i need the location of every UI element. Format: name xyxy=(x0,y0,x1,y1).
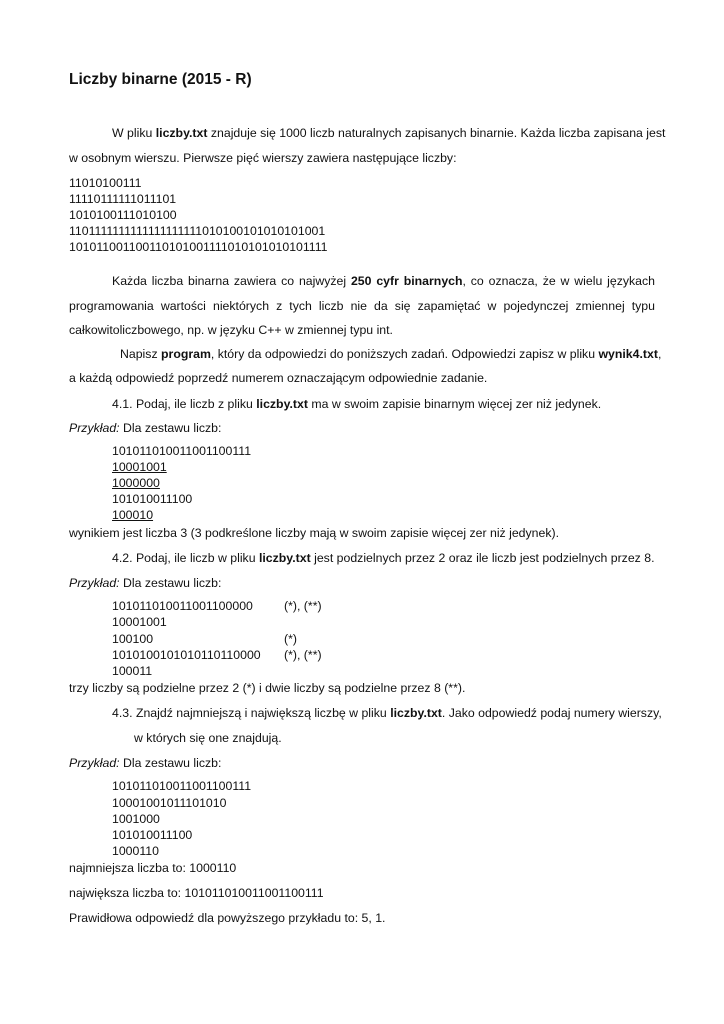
intro-line-2: w osobnym wierszu. Pierwsze pięć wierszy zawiera następujące liczby: xyxy=(69,151,457,165)
intro-text: znajduje się 1000 liczb naturalnych zapisanych binarnie. Każda liczba zapisana jest xyxy=(207,126,666,140)
list-item: 1000110 xyxy=(112,844,159,858)
divisibility-mark: (*), (**) xyxy=(284,648,322,662)
underlined-number: 100010 xyxy=(112,508,154,522)
list-item: 101011010011001100000 xyxy=(112,599,253,613)
list-item xyxy=(112,475,160,491)
text: , xyxy=(657,347,662,361)
task-4-3-min: najmniejsza liczba to: 1000110 xyxy=(69,861,237,875)
list-item: 101010011100 xyxy=(112,828,193,842)
text: , który da odpowiedzi do poniższych zadań. Odpowiedzi zapisz w pliku xyxy=(210,347,599,361)
task-4-3-max: największa liczba to: 101011010011001100111 xyxy=(69,886,324,900)
list-item: 1010100111010100 xyxy=(69,208,177,222)
task-4-3-answer: Prawidłowa odpowiedź dla powyższego przykładu to: 5, 1. xyxy=(69,911,386,925)
list-item: 100011 xyxy=(112,664,153,678)
underlined-number: 10001001 xyxy=(112,460,167,474)
text: Dla zestawu liczb: xyxy=(119,756,222,770)
paragraph-line xyxy=(120,346,661,362)
text: , co oznacza, że w wielu językach xyxy=(462,274,655,288)
filename: liczby.txt xyxy=(256,397,308,411)
text: Podaj, ile liczb z pliku xyxy=(135,397,257,411)
example-label xyxy=(69,575,221,591)
filename: liczby.txt xyxy=(155,126,208,140)
text: Każda liczba binarna zawiera co najwyżej xyxy=(112,274,351,288)
text: Podaj, ile liczb w pliku xyxy=(135,551,259,565)
task-number: 4.1. xyxy=(112,397,133,411)
list-item xyxy=(112,507,153,523)
list-item: 11010100111 xyxy=(69,176,142,190)
text: ma w swoim zapisie binarnym więcej zer niż jedynek. xyxy=(307,397,602,411)
filename: liczby.txt xyxy=(390,706,442,720)
list-item: 101011010011001100111 xyxy=(112,779,252,793)
list-item: 101010011100 xyxy=(112,492,193,506)
text: Znajdź najmniejszą i największą liczbę w pliku xyxy=(135,706,391,720)
list-item: 1101111111111111111111010100101010101001 xyxy=(69,224,326,238)
task-4-3-heading xyxy=(112,705,662,721)
italic-label: Przykład: xyxy=(69,421,120,435)
task-4-1-heading xyxy=(112,396,601,412)
list-item: 100100 xyxy=(112,632,154,646)
list-item: 101011010011001100111 xyxy=(112,444,252,458)
list-item xyxy=(112,459,167,475)
text: Napisz xyxy=(120,347,162,361)
task-4-2-heading xyxy=(112,550,654,566)
example-label xyxy=(69,755,221,771)
italic-label: Przykład: xyxy=(69,756,120,770)
task-number: 4.3. xyxy=(112,706,133,720)
task-4-3-heading-line-2: w których się one znajdują. xyxy=(134,731,282,745)
task-4-2-result: trzy liczby są podzielne przez 2 (*) i dwie liczby są podzielne przez 8 (**). xyxy=(69,681,466,695)
text: . Jako odpowiedź podaj numery wierszy, xyxy=(441,706,662,720)
task-number: 4.2. xyxy=(112,551,133,565)
bold-text: 250 cyfr binarnych xyxy=(350,274,463,288)
intro-text: W pliku xyxy=(112,126,156,140)
italic-label: Przykład: xyxy=(69,576,120,590)
list-item: 11110111111011101 xyxy=(69,192,177,206)
text: Dla zestawu liczb: xyxy=(119,576,222,590)
list-item: 10001001011101010 xyxy=(112,796,227,810)
list-item: 101011001100110101001111010101010101111 xyxy=(69,240,328,254)
task-4-1-result: wynikiem jest liczba 3 (3 podkreślone liczby mają w swoim zapisie więcej zer niż jedynek). xyxy=(69,526,560,540)
example-label xyxy=(69,420,221,436)
paragraph-line: programowania wartości niektórych z tych liczb nie da się zapamiętać w pojedynczej zmiennej typu xyxy=(69,299,655,313)
paragraph-line xyxy=(112,273,655,289)
list-item: 1010100101010110110000 xyxy=(112,648,261,662)
text: jest podzielnych przez 2 oraz ile liczb jest podzielnych przez 8. xyxy=(310,551,655,565)
list-item: 1001000 xyxy=(112,812,160,826)
paragraph-line: całkowitoliczbowego, np. w języku C++ w zmiennej typu int. xyxy=(69,323,393,337)
divisibility-mark: (*) xyxy=(284,632,297,646)
divisibility-mark: (*), (**) xyxy=(284,599,322,613)
filename: liczby.txt xyxy=(258,551,311,565)
bold-text: program xyxy=(161,347,211,361)
underlined-number: 1000000 xyxy=(112,476,160,490)
page-title: Liczby binarne (2015 - R) xyxy=(69,71,252,88)
intro-line-1 xyxy=(112,125,665,141)
filename: wynik4.txt xyxy=(598,347,658,361)
list-item: 10001001 xyxy=(112,615,167,629)
paragraph-line: a każdą odpowiedź poprzedź numerem oznaczającym odpowiednie zadanie. xyxy=(69,371,488,385)
text: Dla zestawu liczb: xyxy=(119,421,222,435)
